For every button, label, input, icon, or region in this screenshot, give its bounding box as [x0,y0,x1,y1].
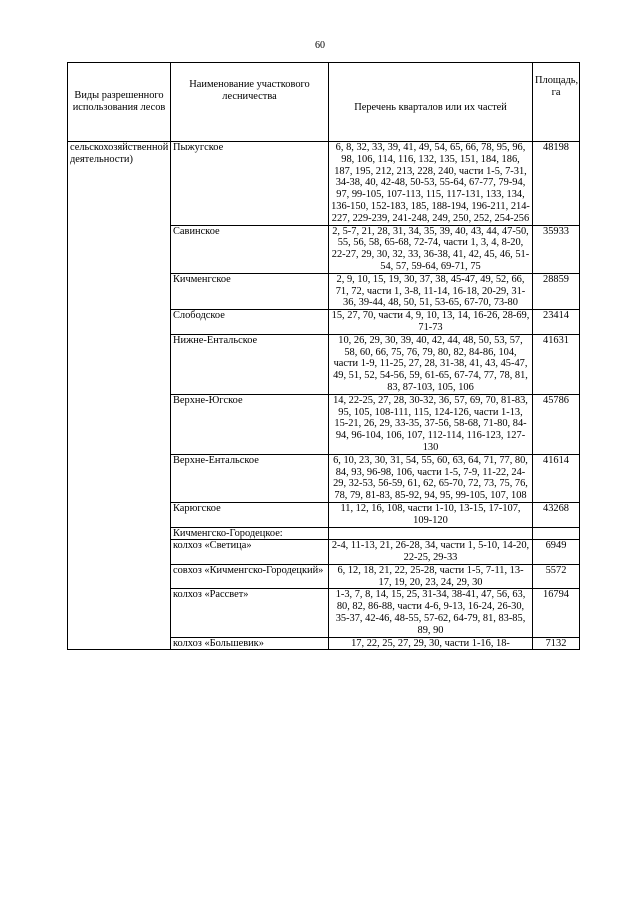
forestry-name: Верхне-Югское [171,394,329,454]
area-value: 6949 [533,540,580,565]
area-value: 45786 [533,394,580,454]
quarters-list: 15, 27, 70, части 4, 9, 10, 13, 14, 16-26, 28-69, 71-73 [329,310,533,335]
area-value: 5572 [533,564,580,589]
forest-quarters-table [67,62,580,650]
quarters-list: 6, 10, 23, 30, 31, 54, 55, 60, 63, 64, 71, 77, 80, 84, 93, 96-98, 106, части 1-5, 7-9, 11-22, 24-29, 32-53, 56-59, 61, 62, 65-70, 72, 73, 75, 76, 78, 79, 81-83, 85-92, 94, 95, 99-105, 107, 108 [329,454,533,502]
forestry-name: совхоз «Кичменгско-Городецкий» [171,564,329,589]
header-forestry: Наименование участкового лесничества [171,63,329,142]
forestry-name: колхоз «Большевик» [171,637,329,650]
area-value: 28859 [533,273,580,309]
forestry-name: Верхне-Ентальское [171,454,329,502]
forestry-name: Савинское [171,225,329,273]
quarters-list: 17, 22, 25, 27, 29, 30, части 1-16, 18- [329,637,533,650]
quarters-list: 2, 9, 10, 15, 19, 30, 37, 38, 45-47, 49, 52, 66, 71, 72, части 1, 3-8, 11-14, 16-18, 20-29, 31-36, 39-44, 48, 50, 51, 53-65, 67-70, 73-80 [329,273,533,309]
quarters-list: 14, 22-25, 27, 28, 30-32, 36, 57, 69, 70, 81-83, 95, 105, 108-111, 115, 124-126, части 1-13, 15-21, 26, 29, 33-35, 37-56, 58-68, 71-80, 84-94, 96-104, 106, 107, 112-114, 116-123, 127-130 [329,394,533,454]
quarters-list: 6, 12, 18, 21, 22, 25-28, части 1-5, 7-11, 13-17, 19, 20, 23, 24, 29, 30 [329,564,533,589]
forestry-name: Карюгское [171,502,329,527]
forestry-name: колхоз «Светица» [171,540,329,565]
table-row [68,142,580,226]
area-value: 23414 [533,310,580,335]
forestry-name: Пыжугское [171,142,329,226]
quarters-list: 2-4, 11-13, 21, 26-28, 34, части 1, 5-10, 14-20, 22-25, 29-33 [329,540,533,565]
table-header-row [68,63,580,142]
area-value: 43268 [533,502,580,527]
quarters-list: 2, 5-7, 21, 28, 31, 34, 35, 39, 40, 43, 44, 47-50, 55, 56, 58, 65-68, 72-74, части 1, 3, 4, 8-20, 22-27, 29, 30, 32, 33, 36-38, 41, 42, 45, 46, 51-54, 57, 59-64, 69-71, 75 [329,225,533,273]
page-number: 60 [315,40,325,51]
area-value [533,527,580,540]
area-value: 41614 [533,454,580,502]
forestry-name: Нижне-Ентальское [171,334,329,394]
header-area: Площадь, га [533,63,580,142]
quarters-list [329,527,533,540]
forestry-name: Кичменгское [171,273,329,309]
area-value: 7132 [533,637,580,650]
forestry-name: Кичменгско-Городецкое: [171,527,329,540]
use-type-cell: сельскохозяйственной деятельности) [68,142,171,650]
quarters-list: 10, 26, 29, 30, 39, 40, 42, 44, 48, 50, 53, 57, 58, 60, 66, 75, 76, 79, 80, 82, 84-86, 104, части 1-9, 11-25, 27, 28, 31-38, 41, 43, 45-47, 49, 51, 52, 54-56, 59, 61-65, 67-74, 77, 78, 81, 83, 87-103, 105, 106 [329,334,533,394]
area-value: 41631 [533,334,580,394]
forestry-name: колхоз «Рассвет» [171,589,329,637]
area-value: 48198 [533,142,580,226]
header-quarters: Перечень кварталов или их частей [329,63,533,142]
forestry-name: Слободское [171,310,329,335]
quarters-list: 6, 8, 32, 33, 39, 41, 49, 54, 65, 66, 78, 95, 96, 98, 106, 114, 116, 132, 135, 151, 184, 186, 187, 195, 212, 213, 228, 240, части 1-5, 7-31, 34-38, 40, 42-48, 50-53, 55-64, 67-77, 79-94, 97, 99-105, 107-113, 115, 117-131, 133, 134, 136-150, 152-183, 185, 188-194, 196-211, 214-227, 229-239, 241-248, 249, 250, 252, 254-256 [329,142,533,226]
area-value: 16794 [533,589,580,637]
quarters-list: 1-3, 7, 8, 14, 15, 25, 31-34, 38-41, 47, 56, 63, 80, 82, 86-88, части 4-6, 9-13, 16-24, 26-30, 35-37, 42-46, 48-55, 57-62, 64-79, 81, 83-85, 89, 90 [329,589,533,637]
header-use: Виды разрешенного использования лесов [68,63,171,142]
area-value: 35933 [533,225,580,273]
quarters-list: 11, 12, 16, 108, части 1-10, 13-15, 17-107, 109-120 [329,502,533,527]
